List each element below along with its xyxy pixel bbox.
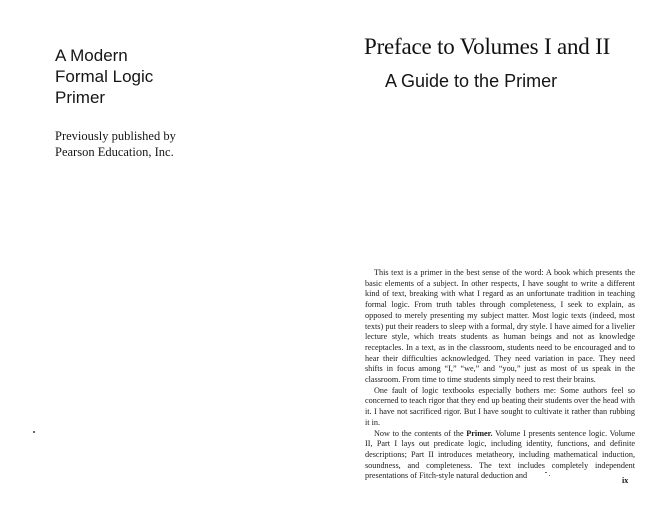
book-title-line: Primer [55, 88, 106, 107]
book-title [55, 45, 295, 108]
primer-emphasis: Primer. [466, 428, 493, 438]
preface-subtitle: A Guide to the Primer [385, 71, 558, 91]
body-paragraph: One fault of logic textbooks especially bothers me: Some authors feel so concerned to teach rigor that they end up beating their students over the head with it. I have not sacrificed rigor. But I have sought to cultivate it rather than rubbing it in. [365, 385, 635, 427]
preface-body [365, 268, 635, 482]
body-paragraph: This text is a primer in the best sense of the word: A book which presents the basic elements of a subject. In other respects, I have sought to write a different kind of text, breaking with what I regard as an unfortunate tradition in teaching formal logic. From truth tables through completeness, I seek to explain, as opposed to merely presenting my subject matter. Most logic texts (indeed, most texts) put their readers to sleep with a formal, dry style. I have aimed for a livelier lecture style, which treats students as human beings and not as knowledge receptacles. In a text, as in the classroom, students need to be encouraged and to hear their difficulties acknowledged. They need variation in pace. They need shifts in focus among “I,” “we,” and “you,” just as most of us speak in the classroom. From time to time students simply need to rest their brains. [365, 268, 635, 385]
body-paragraph [365, 429, 635, 483]
scan-speck [545, 472, 547, 473]
left-page [0, 0, 300, 508]
book-title-line: Formal Logic [55, 67, 154, 86]
right-page [300, 0, 668, 508]
book-title-line: A Modern [55, 46, 128, 65]
page-number: ix [622, 476, 629, 485]
scan-speck [33, 431, 35, 433]
publisher-line: Pearson Education, Inc. [55, 145, 174, 159]
paragraph-text: Now to the contents of the [374, 428, 464, 438]
paragraph-text: Volume I presents sentence logic. Volume II, Part I lays out predicate logic, including identity, functions, and definite descriptions; Part II introduces metatheory, including mathematical induction, soundness, and completeness. The text includes completely independent presentations of Fitch-style natural deduction and [365, 428, 636, 481]
preface-title: Preface to Volumes I and II [364, 34, 611, 59]
scan-speck [549, 475, 550, 476]
previously-published-note [55, 128, 295, 160]
previously-published-line: Previously published by [55, 129, 176, 143]
